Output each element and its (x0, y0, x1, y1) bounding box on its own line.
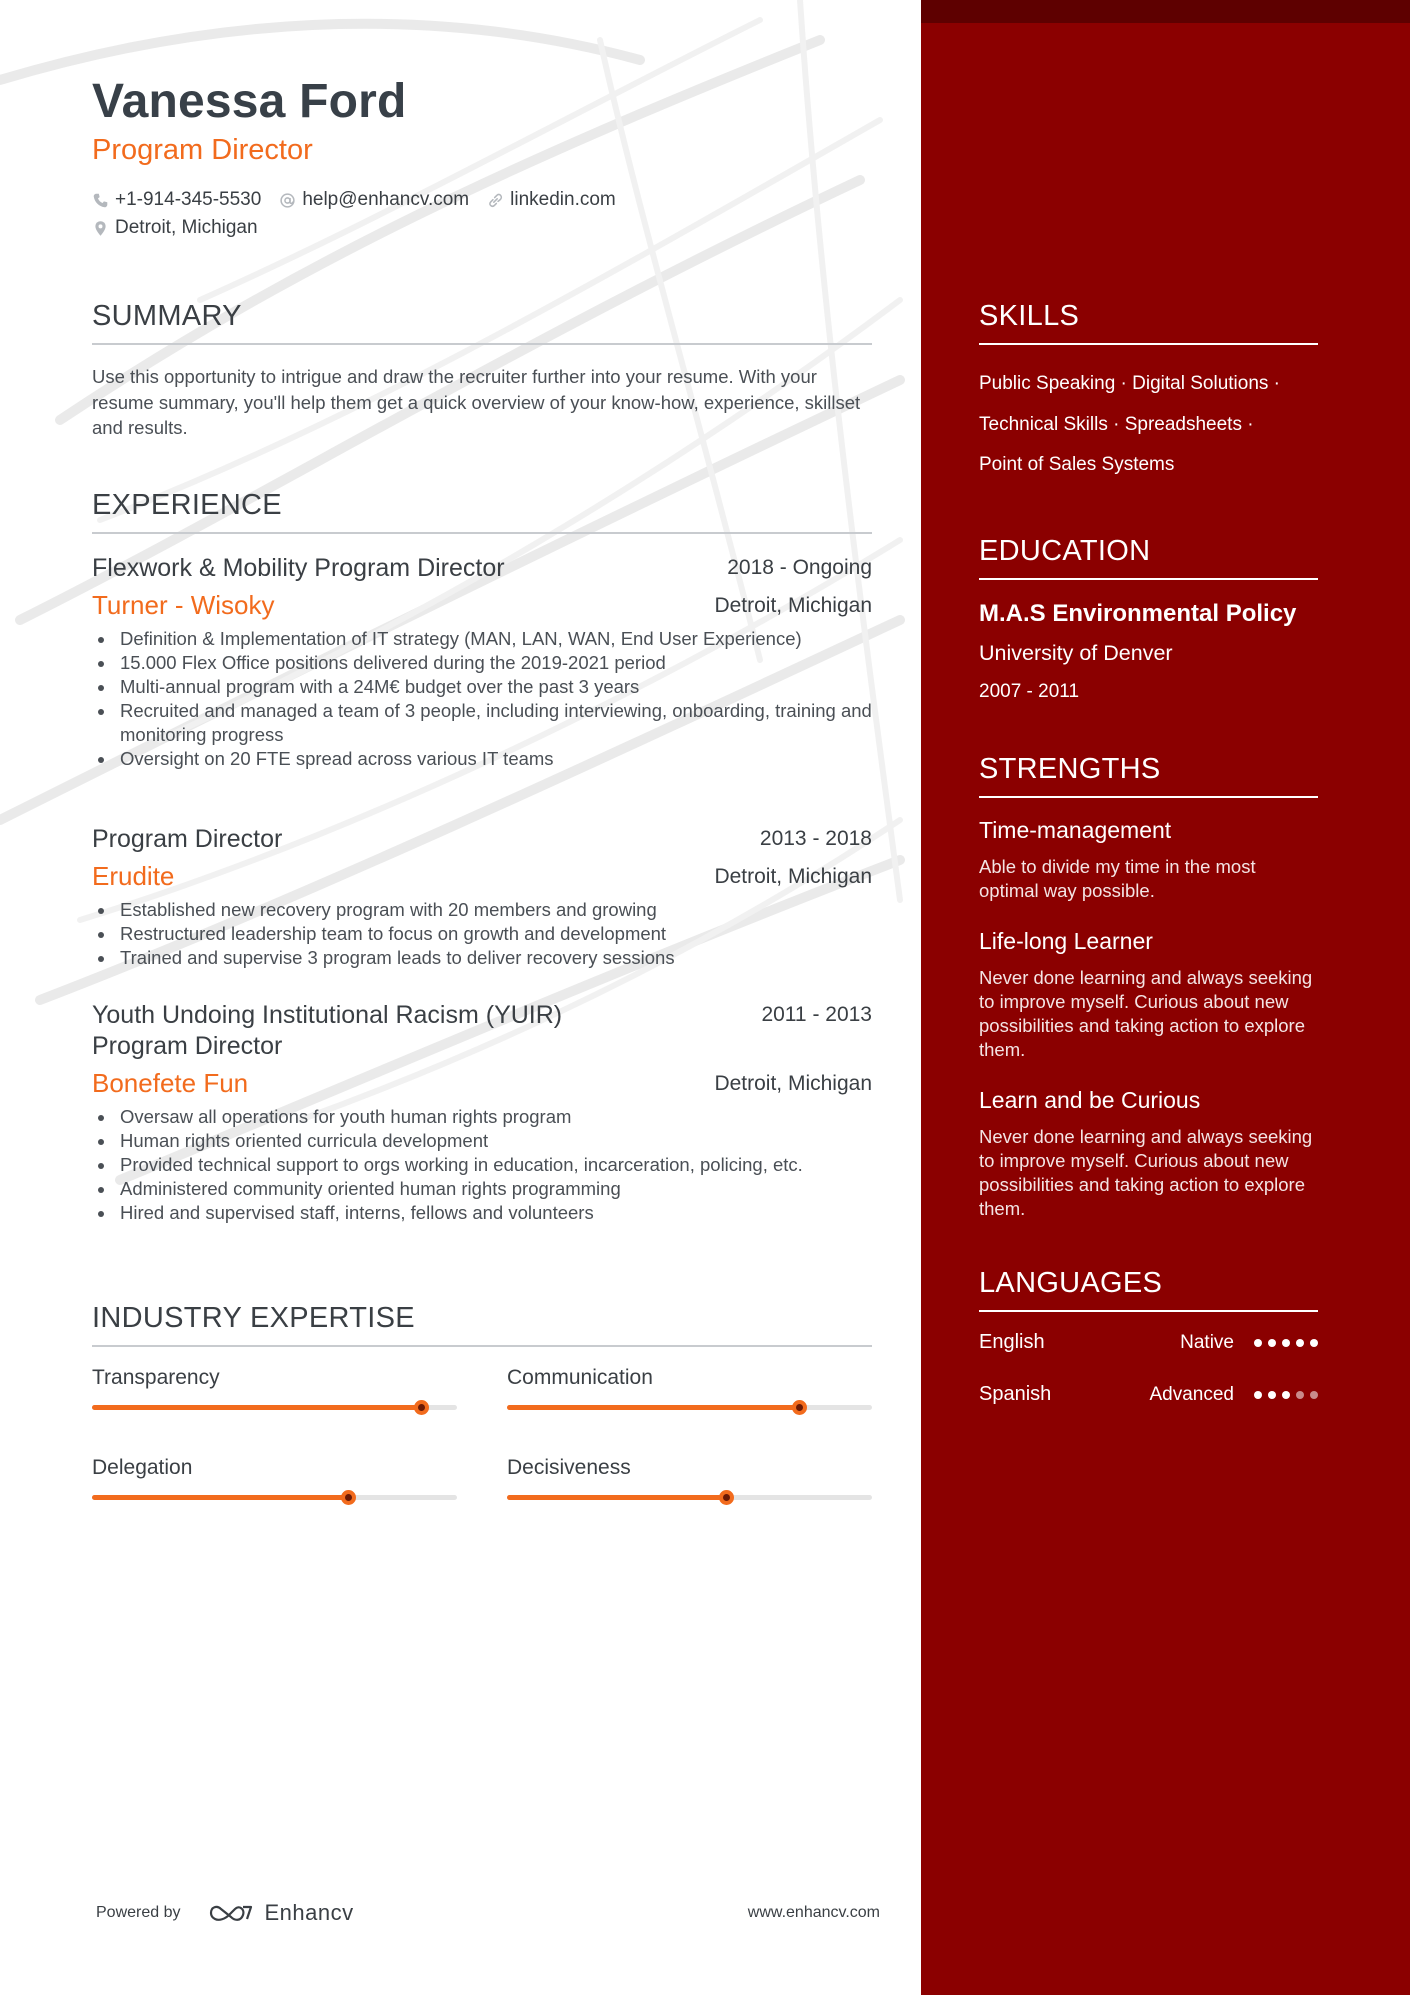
language-name: English (979, 1331, 1045, 1353)
language-dots (1254, 1391, 1318, 1399)
proficiency-dot (1296, 1391, 1304, 1399)
sidebar (921, 0, 1410, 1995)
location-pin-icon (92, 220, 109, 237)
expertise-fill (92, 1495, 348, 1500)
expertise-bar (92, 1495, 457, 1500)
job-title: Program Director (92, 825, 283, 853)
education-years: 2007 - 2011 (979, 681, 1080, 702)
expertise-item (507, 1456, 872, 1500)
expertise-heading: INDUSTRY EXPERTISE (92, 1302, 872, 1347)
skill-item: Public Speaking (979, 373, 1116, 394)
education-school: University of Denver (979, 641, 1173, 665)
expertise-label: Delegation (92, 1456, 193, 1479)
language-name: Spanish (979, 1383, 1052, 1405)
strength-item (979, 817, 1318, 903)
brand-logo[interactable] (207, 1900, 354, 1926)
phone-icon (92, 192, 109, 209)
job-bullets (92, 627, 872, 771)
skill-item: Digital Solutions (1132, 373, 1269, 394)
expertise-label: Transparency (92, 1366, 220, 1389)
brand-name: Enhancv (264, 1900, 354, 1925)
expertise-label: Communication (507, 1366, 653, 1389)
expertise-fill (507, 1405, 799, 1410)
language-dots (1254, 1339, 1318, 1347)
job-bullet: Trained and supervise 3 program leads to deliver recovery sessions (92, 946, 872, 970)
skill-item: Technical Skills (979, 413, 1108, 435)
job-bullet: Hired and supervised staff, interns, fellows and volunteers (92, 1201, 872, 1225)
contact-info (92, 186, 616, 242)
skill-item: Spreadsheets (1124, 413, 1242, 435)
expertise-knob (341, 1490, 356, 1505)
job-bullet: Multi-annual program with a 24M€ budget over the past 3 years (92, 675, 872, 699)
job-bullet: Established new recovery program with 20 members and growing (92, 898, 872, 922)
link-contact[interactable] (487, 189, 616, 211)
at-sign-icon (279, 192, 296, 209)
strength-description: Able to divide my time in the most optimal way possible. (979, 856, 1256, 901)
job-bullet: Restructured leadership team to focus on growth and development (92, 922, 872, 946)
education-heading: EDUCATION (979, 535, 1318, 580)
email-contact[interactable] (279, 189, 469, 211)
job-location: Detroit, Michigan (714, 864, 872, 888)
candidate-role: Program Director (92, 134, 313, 166)
skills-heading: SKILLS (979, 300, 1318, 345)
expertise-bar (92, 1405, 457, 1410)
job-company: Bonefete Fun (92, 1068, 249, 1098)
proficiency-dot (1254, 1391, 1262, 1399)
website-link[interactable]: www.enhancv.com (747, 1904, 880, 1921)
languages-heading: LANGUAGES (979, 1267, 1318, 1312)
expertise-item (92, 1366, 457, 1410)
job-entry (92, 824, 872, 970)
education-degree: M.A.S Environmental Policy (979, 600, 1297, 627)
proficiency-dot (1282, 1391, 1290, 1399)
location-contact (92, 217, 258, 239)
expertise-knob (719, 1490, 734, 1505)
expertise-fill (507, 1495, 726, 1500)
phone-number: +1-914-345-5530 (115, 189, 262, 210)
job-bullets (92, 1105, 872, 1225)
job-bullet: Recruited and managed a team of 3 people, including interviewing, onboarding, training and monitoring progress (92, 699, 872, 747)
proficiency-dot (1268, 1339, 1276, 1347)
language-item (979, 1383, 1318, 1406)
profile-link[interactable]: linkedin.com (510, 189, 616, 210)
proficiency-dot (1254, 1339, 1262, 1347)
job-bullet: Definition & Implementation of IT strategy (MAN, LAN, WAN, End User Experience) (92, 627, 872, 651)
job-dates: 2018 - Ongoing (727, 556, 872, 579)
strength-item (979, 928, 1318, 1062)
language-item (979, 1331, 1318, 1354)
proficiency-dot (1310, 1391, 1318, 1399)
proficiency-dot (1282, 1339, 1290, 1347)
strengths-heading: STRENGTHS (979, 753, 1318, 798)
job-bullets (92, 898, 872, 970)
strength-description: Never done learning and always seeking to improve myself. Curious about new possibilities and taking action to explore them. (979, 1126, 1313, 1219)
experience-heading: EXPERIENCE (92, 489, 872, 534)
candidate-name: Vanessa Ford (92, 75, 407, 128)
job-dates: 2013 - 2018 (759, 827, 872, 850)
expertise-label: Decisiveness (507, 1456, 631, 1479)
expertise-knob (792, 1400, 807, 1415)
job-title: Youth Undoing Institutional Racism (YUIR) Program Director (92, 1001, 563, 1060)
job-bullet: Oversaw all operations for youth human rights program (92, 1105, 872, 1129)
proficiency-dot (1268, 1391, 1276, 1399)
strength-title: Time-management (979, 817, 1172, 843)
link-icon (487, 192, 504, 209)
expertise-bar (507, 1405, 872, 1410)
sidebar-top-band (921, 0, 1410, 23)
phone-contact (92, 189, 261, 211)
expertise-bar (507, 1495, 872, 1500)
job-bullet: Human rights oriented curricula development (92, 1129, 872, 1153)
job-bullet: 15.000 Flex Office positions delivered during the 2019-2021 period (92, 651, 872, 675)
expertise-fill (92, 1405, 421, 1410)
expertise-item (92, 1456, 457, 1500)
job-bullet: Administered community oriented human rights programming (92, 1177, 872, 1201)
footer (96, 1900, 880, 1926)
summary-heading: SUMMARY (92, 300, 872, 345)
strength-title: Learn and be Curious (979, 1087, 1201, 1113)
strength-title: Life-long Learner (979, 928, 1153, 954)
language-level: Advanced (1149, 1383, 1234, 1405)
language-level: Native (1180, 1331, 1234, 1353)
powered-by-text: Powered by (96, 1904, 181, 1921)
job-location: Detroit, Michigan (714, 1071, 872, 1095)
strength-item (979, 1087, 1318, 1221)
skills-list: Public Speaking · Digital Solutions · Technical Skills · Spreadsheets · Point of Sales Systems (979, 373, 1281, 475)
skill-item: Point of Sales Systems (979, 454, 1175, 475)
proficiency-dot (1310, 1339, 1318, 1347)
job-entry (92, 553, 872, 771)
job-location: Detroit, Michigan (714, 593, 872, 617)
job-bullet: Provided technical support to orgs working in education, incarceration, policing, etc. (92, 1153, 872, 1177)
job-company: Turner - Wisoky (92, 590, 275, 620)
job-title: Flexwork & Mobility Program Director (92, 554, 505, 582)
job-dates: 2011 - 2013 (761, 1003, 872, 1026)
strength-description: Never done learning and always seeking to improve myself. Curious about new possibilities and taking action to explore them. (979, 967, 1313, 1060)
enhancv-logo-icon (207, 1901, 255, 1925)
expertise-knob (414, 1400, 429, 1415)
job-company: Erudite (92, 861, 175, 891)
summary-text: Use this opportunity to intrigue and draw the recruiter further into your resume. With your resume summary, you'll help them get a quick overview of your know-how, experience, skillset and results. (92, 366, 861, 438)
job-bullet: Oversight on 20 FTE spread across various IT teams (92, 747, 872, 771)
job-entry (92, 1000, 872, 1225)
location-text: Detroit, Michigan (115, 217, 258, 238)
expertise-item (507, 1366, 872, 1410)
proficiency-dot (1296, 1339, 1304, 1347)
email-address[interactable]: help@enhancv.com (302, 189, 470, 210)
